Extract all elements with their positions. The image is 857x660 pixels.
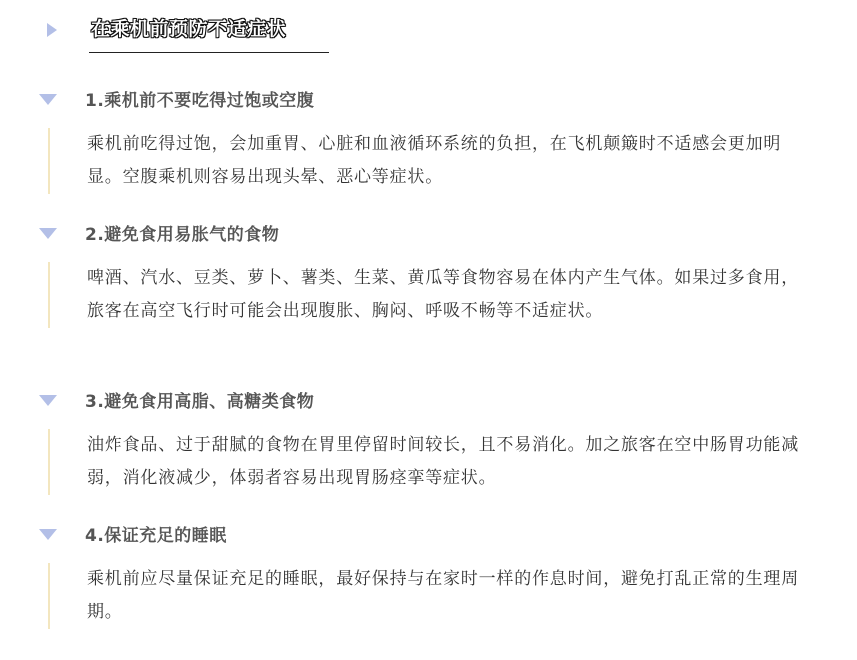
section-paragraph: 油炸食品、过于甜腻的食物在胃里停留时间较长，且不易消化。加之旅客在空中肠胃功能减弱，消化液减少，体弱者容易出现胃肠痉挛等症状。	[87, 435, 799, 488]
section-body-3	[48, 429, 810, 495]
section-body-2	[48, 262, 810, 328]
title-underline	[89, 52, 329, 53]
section-paragraph: 乘机前应尽量保证充足的睡眠，最好保持与在家时一样的作息时间，避免打乱正常的生理周期。	[87, 569, 799, 622]
section-paragraph: 乘机前吃得过饱，会加重胃、心脏和血液循环系统的负担，在飞机颠簸时不适感会更加明显。空腹乘机则容易出现头晕、恶心等症状。	[87, 134, 782, 187]
section-heading-text: 2.避免食用易胀气的食物	[85, 225, 280, 245]
play-arrow-icon	[47, 23, 57, 37]
section-heading-text: 3.避免食用高脂、高糖类食物	[85, 392, 315, 412]
section-paragraph: 啤酒、汽水、豆类、萝卜、薯类、生菜、黄瓜等食物容易在体内产生气体。如果过多食用，旅客在高空飞行时可能会出现腹胀、胸闷、呼吸不畅等不适症状。	[87, 268, 799, 321]
triangle-down-icon	[39, 228, 57, 239]
triangle-down-icon	[39, 395, 57, 406]
section-body-4	[48, 563, 810, 629]
triangle-down-icon	[39, 529, 57, 540]
section-heading-text: 1.乘机前不要吃得过饱或空腹	[85, 91, 315, 111]
section-heading-text: 4.保证充足的睡眠	[85, 526, 227, 546]
page-title: 在乘机前预防不适症状	[91, 18, 287, 40]
section-body-1	[48, 128, 810, 194]
triangle-down-icon	[39, 94, 57, 105]
